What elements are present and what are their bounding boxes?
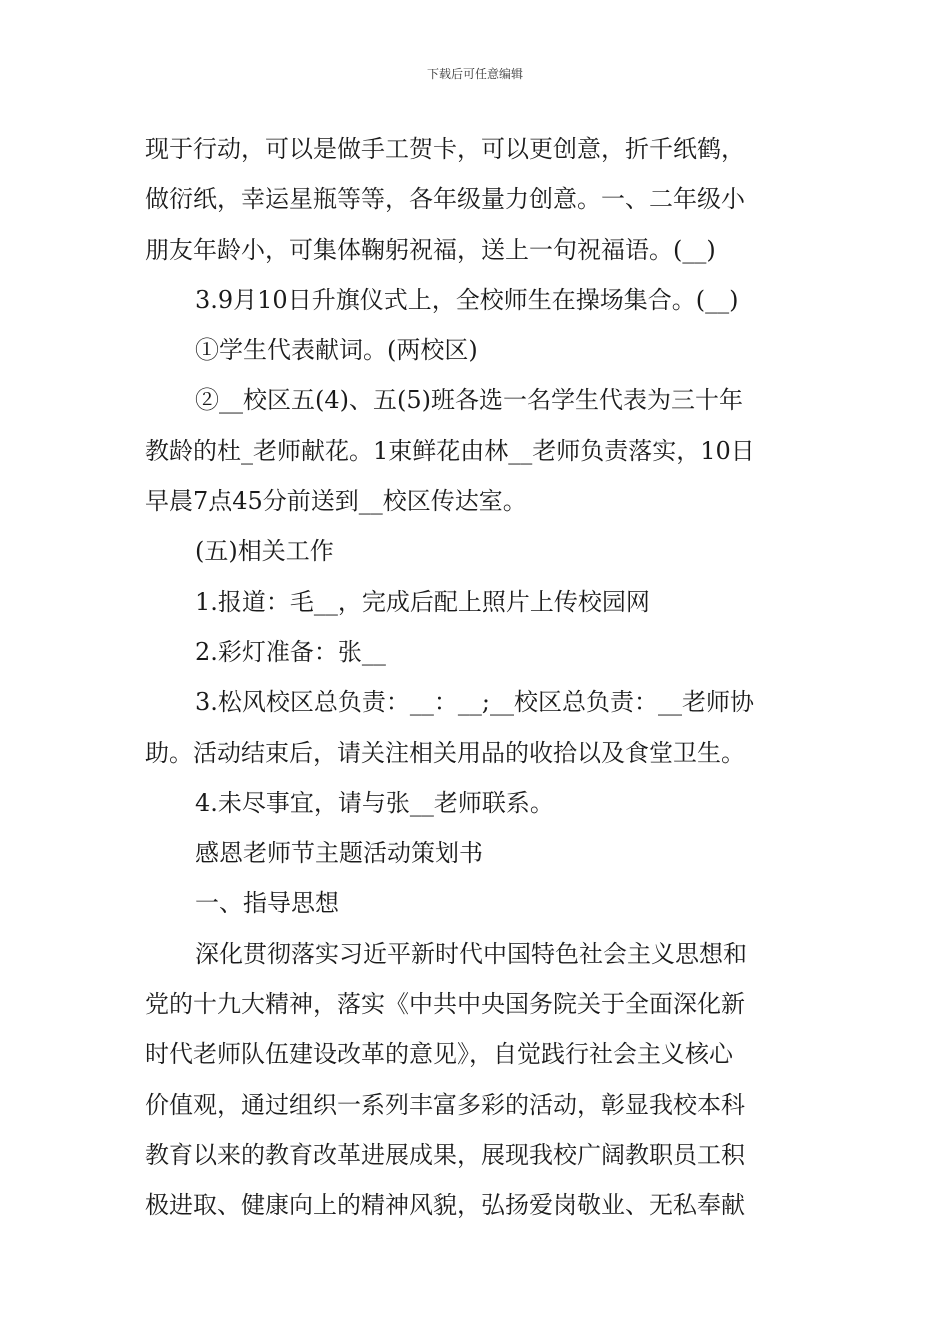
text-line: 感恩老师节主题活动策划书 bbox=[195, 839, 483, 868]
text-line: 早晨7点45分前送到__校区传达室。 bbox=[145, 487, 527, 516]
text-line: 助。活动结束后，请关注相关用品的收拾以及食堂卫生。 bbox=[145, 738, 745, 767]
text-line: (五)相关工作 bbox=[195, 537, 334, 566]
document-body bbox=[145, 124, 810, 1231]
text-line: 教龄的杜_老师献花。1束鲜花由林__老师负责落实，10日 bbox=[145, 436, 755, 465]
text-line: 现于行动，可以是做手工贺卡，可以更创意，折千纸鹤， bbox=[145, 135, 745, 163]
text-line: 3.9月10日升旗仪式上，全校师生在操场集合。(__) bbox=[195, 285, 739, 314]
text-line: 2.彩灯准备：张__ bbox=[195, 637, 386, 666]
text-line: 1.报道：毛__，完成后配上照片上传校园网 bbox=[195, 587, 650, 616]
text-line: 一、指导思想 bbox=[195, 889, 339, 918]
text-line: ②__校区五(4)、五(5)班各选一名学生代表为三十年 bbox=[195, 386, 743, 415]
text-line: 朋友年龄小，可集体鞠躬祝福，送上一句祝福语。(__) bbox=[145, 235, 716, 264]
text-line: 4.未尽事宜，请与张__老师联系。 bbox=[195, 788, 554, 817]
text-line: ①学生代表献词。(两校区) bbox=[195, 336, 478, 365]
text-line: 党的十九大精神，落实《中共中央国务院关于全面深化新 bbox=[145, 990, 745, 1019]
text-line: 极进取、健康向上的精神风貌，弘扬爱岗敬业、无私奉献 bbox=[145, 1191, 745, 1220]
text-line: 教育以来的教育改革进展成果，展现我校广阔教职员工积 bbox=[145, 1140, 745, 1169]
text-line: 做衍纸，幸运星瓶等等，各年级量力创意。一、二年级小 bbox=[145, 185, 745, 214]
text-line: 时代老师队伍建设改革的意见》，自觉践行社会主义核心 bbox=[145, 1040, 733, 1069]
text-line: 3.松风校区总负责：__：__;__校区总负责：__老师协 bbox=[195, 688, 754, 717]
text-line: 价值观，通过组织一系列丰富多彩的活动，彰显我校本科 bbox=[145, 1090, 745, 1119]
page-header: 下载后可任意编辑 bbox=[426, 67, 523, 81]
text-line: 深化贯彻落实习近平新时代中国特色社会主义思想和 bbox=[195, 939, 747, 968]
